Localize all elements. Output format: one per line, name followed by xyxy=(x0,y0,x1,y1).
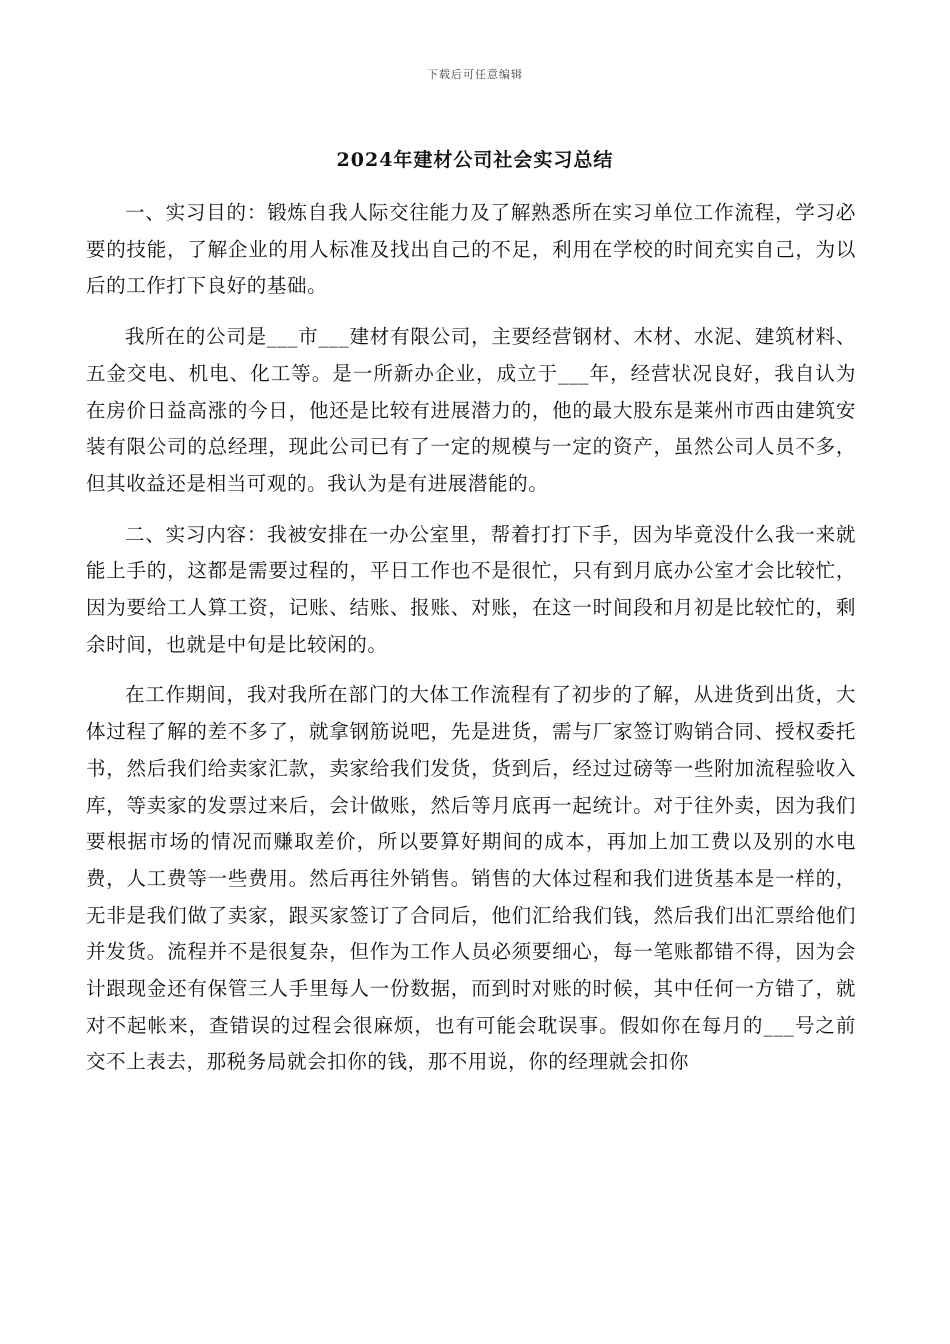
paragraph-content: 二、实习内容：我被安排在一办公室里，帮着打打下手，因为毕竟没什么我一来就能上手的，这都是需要过程的，平日工作也不是很忙，只有到月底办公室才会比较忙，因为要给工人算工资，记账、结账、报账、对账，在这一时间段和月初是比较忙的，剩余时间，也就是中旬是比较闲的。 xyxy=(86,522,856,656)
header-note: 下载后可任意编辑 xyxy=(427,68,523,81)
paragraph-workflow: 在工作期间，我对我所在部门的大体工作流程有了初步的了解，从进货到出货，大体过程了解的差不多了，就拿钢筋说吧，先是进货，需与厂家签订购销合同、授权委托书，然后我们给卖家汇款，卖家给我们发货，货到后，经过过磅等一些附加流程验收入库，等卖家的发票过来后，会计做账，然后等月底再一起统计。对于往外卖，因为我们要根据市场的情况而赚取差价，所以要算好期间的成本，再加上加工费以及别的水电费，人工费等一些费用。然后再往外销售。销售的大体过程和我们进货基本是一样的，无非是我们做了卖家，跟买家签订了合同后，他们汇给我们钱，然后我们出汇票给他们并发货。流程并不是很复杂，但作为工作人员必须要细心，每一笔账都错不得，因为会计跟现金还有保管三人手里每人一份数据，而到时对账的时候，其中任何一方错了，就对不起帐来，查错误的过程会很麻烦，也有可能会耽误事。假如你在每月的___号之前交不上表去，那税务局就会扣你的钱，那不用说，你的经理就会扣你 xyxy=(86,683,856,1074)
paragraph-company: 我所在的公司是___市___建材有限公司，主要经营钢材、木材、水泥、建筑材料、五金交电、机电、化工等。是一所新办企业，成立于___年，经营状况良好，我自认为在房价日益高涨的今日，他还是比较有进展潜力的，他的最大股东是莱州市西由建筑安装有限公司的总经理，现此公司已有了一定的规模与一定的资产，虽然公司人员不多，但其收益还是相当可观的。我认为是有进展潜能的。 xyxy=(86,325,856,495)
document-title: 2024年建材公司社会实习总结 xyxy=(336,149,614,171)
document-body xyxy=(86,195,856,1095)
paragraph-purpose: 一、实习目的：锻炼自我人际交往能力及了解熟悉所在实习单位工作流程，学习必要的技能，了解企业的用人标准及找出自己的不足，利用在学校的时间充实自己，为以后的工作打下良好的基础。 xyxy=(86,201,856,298)
